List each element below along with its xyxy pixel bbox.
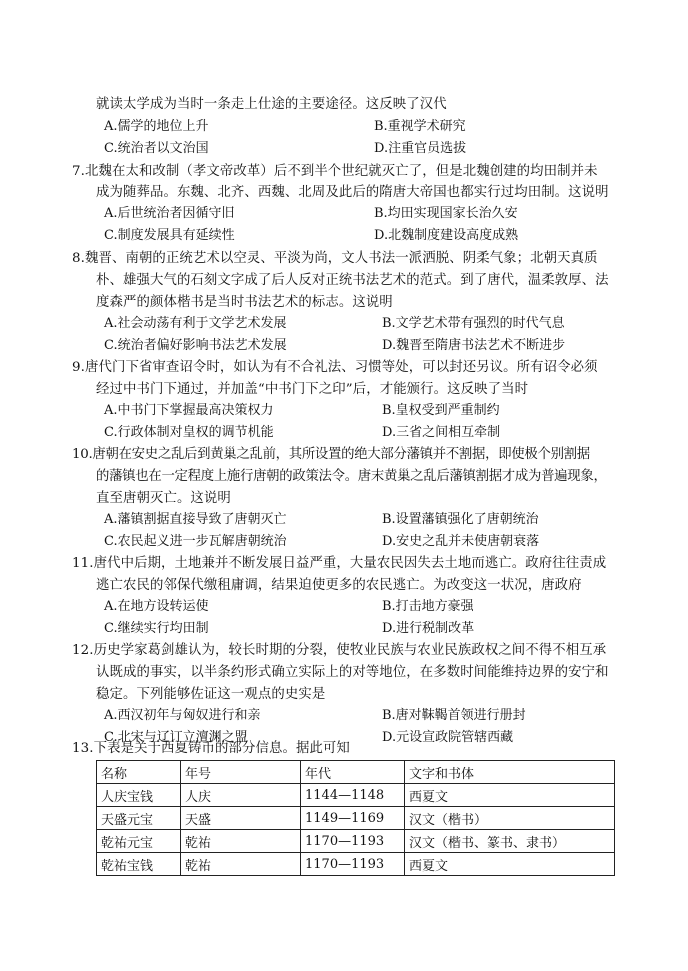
q12-stem-line-2: 认既成的事实，以半条约形式确立实际上的对等地位，在多数时间能维持边界的安宁和 xyxy=(96,665,609,680)
table-cell: 天盛元宝 xyxy=(97,807,181,830)
table-cell: 西夏文 xyxy=(405,853,615,876)
q12-option-d: D.元设宣政院管辖西藏 xyxy=(382,730,514,745)
q8-option-b: B.文学艺术带有强烈的时代气息 xyxy=(382,316,565,331)
table-cell: 1144—1148 xyxy=(301,784,405,807)
q11-option-c: C.继续实行均田制 xyxy=(104,621,209,636)
table-cell: 人庆 xyxy=(181,784,301,807)
table-cell: 人庆宝钱 xyxy=(97,784,181,807)
q8-option-c: C.统治者偏好影响书法艺术发展 xyxy=(104,338,287,353)
q9-option-a: A.中书门下掌握最高决策权力 xyxy=(104,403,274,418)
q10-stem-line-1: 10.唐朝在安史之乱后到黄巢之乱前，其所设置的绝大部分藩镇并不割据，即使极个别割据 xyxy=(72,447,590,462)
q13-stem: 13.下表是关于西夏铸币的部分信息。据此可知 xyxy=(72,741,350,756)
q9-option-d: D.三省之间相互牵制 xyxy=(382,425,501,440)
table-header-cell: 名称 xyxy=(97,761,181,784)
q7-stem-line-1: 7.北魏在太和改制（孝文帝改革）后不到半个世纪就灭亡了，但是北魏创建的均田制并未 xyxy=(72,164,598,179)
table-header-row xyxy=(97,761,615,784)
q7-option-a: A.后世统治者因循守旧 xyxy=(104,206,235,221)
q8-option-d: D.魏晋至隋唐书法艺术不断进步 xyxy=(382,338,566,353)
table-cell: 乾祐 xyxy=(181,853,301,876)
q6-option-d: D.注重官员选拔 xyxy=(374,141,467,156)
q6-option-a: A.儒学的地位上升 xyxy=(104,119,209,134)
table-header-cell: 文字和书体 xyxy=(405,761,615,784)
q10-stem-line-2: 的藩镇也在一定程度上施行唐朝的政策法令。唐末黄巢之乱后藩镇割据才成为普遍现象， xyxy=(96,469,607,484)
table-cell: 乾祐 xyxy=(181,830,301,853)
table-cell: 1149—1169 xyxy=(301,807,405,830)
q8-stem-line-3: 度森严的颜体楷书是当时书法艺术的标志。这说明 xyxy=(96,295,393,310)
q7-option-b: B.均田实现国家长治久安 xyxy=(374,206,518,221)
table-cell: 乾祐元宝 xyxy=(97,830,181,853)
q12-option-c: C.北宋与辽订立澶渊之盟 xyxy=(104,730,248,745)
table-cell: 西夏文 xyxy=(405,784,615,807)
q6-stem: 就读太学成为当时一条走上仕途的主要途径。这反映了汉代 xyxy=(96,97,447,112)
q7-option-d: D.北魏制度建设高度成熟 xyxy=(374,228,519,243)
q9-stem-line-1: 9.唐代门下省审查诏令时，如认为有不合礼法、习惯等处，可以封还另议。所有诏令必须 xyxy=(72,360,598,375)
q10-option-b: B.设置藩镇强化了唐朝统治 xyxy=(382,512,539,527)
q10-stem-line-3: 直至唐朝灭亡。这说明 xyxy=(96,491,231,506)
q12-stem-line-1: 12.历史学家葛剑雄认为，较长时期的分裂，使牧业民族与农业民族政权之间不得不相互承 xyxy=(72,643,607,658)
q11-option-a: A.在地方设转运使 xyxy=(104,599,209,614)
q10-option-d: D.安史之乱并未使唐朝衰落 xyxy=(382,534,540,549)
table-row xyxy=(97,830,615,853)
q8-stem-line-1: 8.魏晋、南朝的正统艺术以空灵、平淡为尚，文人书法一派洒脱、阴柔气象；北朝天真质 xyxy=(72,251,598,266)
q9-stem-line-2: 经过中书门下通过，并加盖“中书门下之印”后，才能颁行。这反映了当时 xyxy=(96,382,529,397)
table-row xyxy=(97,853,615,876)
q8-option-a: A.社会动荡有利于文学艺术发展 xyxy=(104,316,287,331)
table-cell: 乾祐宝钱 xyxy=(97,853,181,876)
table-row xyxy=(97,807,615,830)
q11-stem-line-1: 11.唐代中后期，土地兼并不断发展日益严重，大量农民因失去土地而逃亡。政府往往责成 xyxy=(72,556,607,571)
q12-option-b: B.唐对靺鞨首领进行册封 xyxy=(382,708,526,723)
table-cell: 汉文（楷书、篆书、隶书） xyxy=(405,830,615,853)
q12-stem-line-3: 稳定。下列能够佐证这一观点的史实是 xyxy=(96,687,326,702)
q9-option-c: C.行政体制对皇权的调节机能 xyxy=(104,425,274,440)
q11-option-b: B.打击地方豪强 xyxy=(382,599,474,614)
table-row xyxy=(97,784,615,807)
table-cell: 1170—1193 xyxy=(301,853,405,876)
table-header-cell: 年号 xyxy=(181,761,301,784)
q10-option-a: A.藩镇割据直接导致了唐朝灭亡 xyxy=(104,512,287,527)
q6-option-b: B.重视学术研究 xyxy=(374,119,466,134)
q7-option-c: C.制度发展具有延续性 xyxy=(104,228,235,243)
q7-stem-line-2: 成为随葬品。东魏、北齐、西魏、北周及此后的隋唐大帝国也都实行过均田制。这说明 xyxy=(96,185,609,200)
table-cell: 1170—1193 xyxy=(301,830,405,853)
table-cell: 汉文（楷书） xyxy=(405,807,615,830)
q12-option-a: A.西汉初年与匈奴进行和亲 xyxy=(104,708,261,723)
q9-option-b: B.皇权受到严重制约 xyxy=(382,403,500,418)
q11-option-d: D.进行税制改革 xyxy=(382,621,475,636)
q11-stem-line-2: 逃亡农民的邻保代缴租庸调，结果迫使更多的农民逃亡。为改变这一状况，唐政府 xyxy=(96,578,582,593)
table-header-cell: 年代 xyxy=(301,761,405,784)
q8-stem-line-2: 朴、雄强大气的石刻文字成了后人反对正统书法艺术的范式。到了唐代，温柔敦厚、法 xyxy=(96,273,609,288)
q10-option-c: C.农民起义进一步瓦解唐朝统治 xyxy=(104,534,287,549)
table-cell: 天盛 xyxy=(181,807,301,830)
coin-table xyxy=(96,760,615,876)
q6-option-c: C.统治者以文治国 xyxy=(104,141,209,156)
